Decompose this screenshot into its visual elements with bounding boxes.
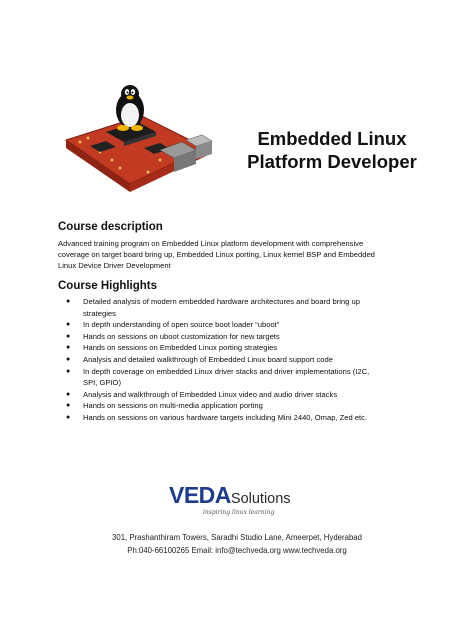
course-highlights-heading: Course Highlights — [58, 280, 158, 292]
highlight-text: Hands on sessions on uboot customization for new targets — [83, 331, 280, 341]
bullet-icon: ● — [66, 355, 71, 363]
highlight-text: strategies — [83, 308, 116, 318]
course-title — [246, 127, 418, 173]
highlight-text: In depth coverage on embedded Linux driver stacks and driver implementations (I2C, — [83, 366, 370, 376]
logo-tagline: inspiring linux learning — [203, 509, 275, 516]
course-description-heading: Course description — [58, 221, 163, 233]
bullet-icon: ● — [66, 402, 71, 410]
highlight-item — [66, 296, 426, 319]
highlight-text: Analysis and detailed walkthrough of Embedded Linux board support code — [83, 354, 333, 364]
highlight-item — [66, 331, 426, 343]
bullet-icon: ● — [66, 321, 71, 329]
logo-veda-text: VEDA — [169, 482, 231, 508]
footer-address: 301, Prashanthiram Towers, Saradhi Studio Lane, Ameerpet, Hyderabad — [112, 533, 362, 542]
highlight-item — [66, 389, 426, 401]
footer-contact: Ph:040-66100265 Email: info@techveda.org www.techveda.org — [127, 546, 347, 555]
highlight-text: Hands on sessions on various hardware targets including Mini 2440, Omap, Zed etc. — [83, 412, 368, 422]
board-with-penguin-image — [60, 80, 218, 220]
highlight-text: Hands on sessions on multi-media application porting — [83, 401, 263, 411]
highlight-text: Hands on sessions on Embedded Linux porting strategies — [83, 343, 278, 353]
highlight-text: SPI, GPIO) — [83, 378, 121, 388]
bullet-icon: ● — [66, 298, 71, 305]
description-line: coverage on target board bring up, Embedded Linux porting, Linux kernel BSP and Embedded — [58, 250, 375, 259]
course-highlights-list — [66, 296, 426, 424]
logo-solutions-text: Solutions — [230, 491, 291, 507]
highlight-item — [66, 342, 426, 354]
highlight-item — [66, 400, 426, 412]
highlight-text: Detailed analysis of modern embedded hardware architectures and board bring up — [83, 297, 360, 306]
bullet-icon: ● — [66, 344, 71, 352]
title-line-2: Platform Developer — [247, 151, 417, 172]
title-line-1: Embedded Linux — [257, 128, 407, 149]
highlight-text: In depth understanding of open source boot loader “uboot” — [83, 320, 280, 330]
course-description-text — [58, 238, 418, 271]
highlight-item — [66, 319, 426, 331]
highlight-item — [66, 412, 426, 424]
description-line: Advanced training program on Embedded Linux platform development with comprehensive — [58, 239, 364, 248]
bullet-icon: ● — [66, 390, 71, 398]
highlight-item — [66, 366, 426, 389]
bullet-icon: ● — [66, 413, 71, 421]
highlight-item — [66, 354, 426, 366]
highlight-text: Analysis and walkthrough of Embedded Linux video and audio driver stacks — [83, 389, 338, 399]
veda-solutions-logo — [169, 482, 304, 522]
bullet-icon: ● — [66, 332, 71, 340]
description-line: Linux Device Driver Development — [58, 261, 171, 270]
bullet-icon: ● — [66, 367, 71, 375]
